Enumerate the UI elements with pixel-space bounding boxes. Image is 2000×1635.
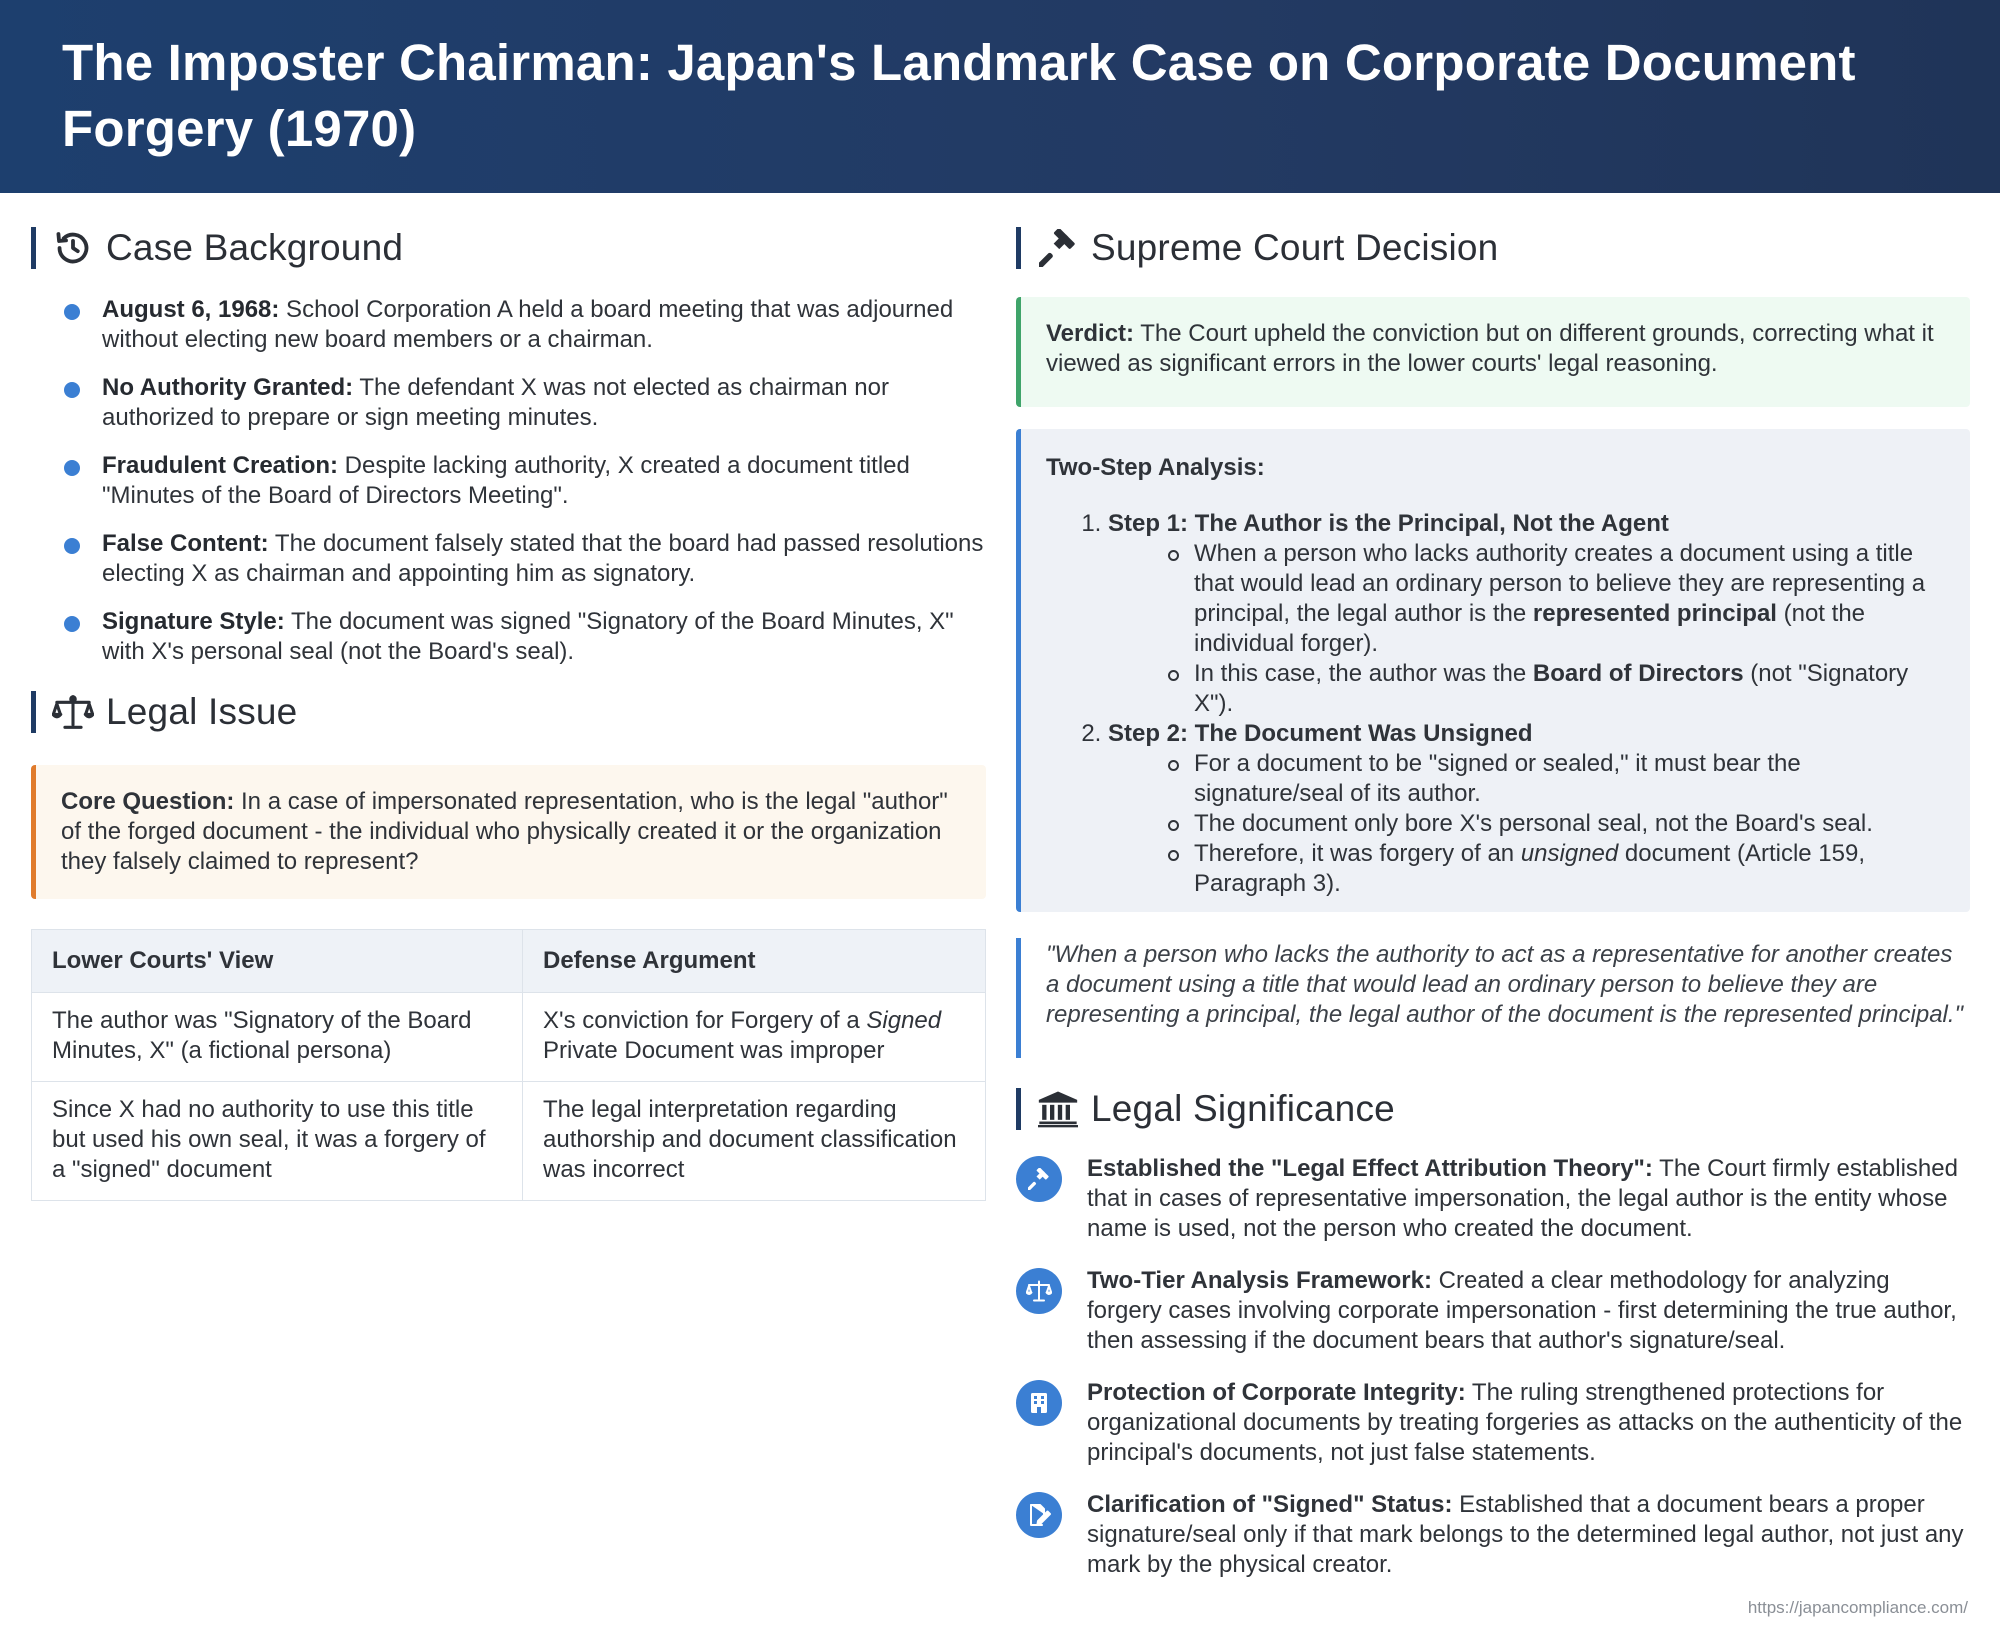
page-title: The Imposter Chairman: Japan's Landmark Case on Corporate Document Forgery (1970) bbox=[62, 34, 1856, 157]
item-text: The ruling strengthened protections for organizational documents by treating forgeries as attacks on the authenticity of the principal's documents, not just false statements. bbox=[1087, 1379, 1963, 1466]
building-icon bbox=[1016, 1380, 1062, 1426]
item-label: August 6, 1968: bbox=[102, 296, 280, 323]
analysis-steps bbox=[1072, 509, 1946, 899]
table-cell: The author was "Signatory of the Board Minutes, X" (a fictional persona) bbox=[32, 993, 523, 1082]
case-background-heading bbox=[31, 227, 986, 269]
decision-heading bbox=[1016, 227, 1970, 269]
point-text: (not the individual forger). bbox=[1194, 600, 1866, 657]
step-2 bbox=[1108, 719, 1946, 899]
list-item bbox=[1016, 1378, 1970, 1468]
two-step-analysis-box bbox=[1016, 429, 1970, 912]
item-text: The document falsely stated that the board had passed resolutions electing X as chairman and appointing him as signatory. bbox=[102, 530, 984, 587]
landmark-icon bbox=[1037, 1088, 1079, 1130]
point-text: Therefore, it was forgery of an bbox=[1194, 840, 1521, 867]
item-label: Established the "Legal Effect Attribution Theory": bbox=[1087, 1155, 1653, 1182]
verdict-box bbox=[1016, 297, 1970, 407]
point-text: In this case, the author was the bbox=[1194, 660, 1533, 687]
column-header-lower-courts: Lower Courts' View bbox=[32, 930, 523, 993]
list-item bbox=[31, 607, 986, 667]
gavel-icon bbox=[1016, 1156, 1062, 1202]
point-text: (not "Signatory X"). bbox=[1194, 660, 1909, 717]
right-column bbox=[1016, 193, 1970, 1602]
balance-scale-icon bbox=[52, 691, 94, 733]
table-row bbox=[32, 1082, 986, 1201]
table-row bbox=[32, 993, 986, 1082]
item-label: Clarification of "Signed" Status: bbox=[1087, 1491, 1453, 1518]
list-item bbox=[31, 529, 986, 589]
item-label: Two-Tier Analysis Framework: bbox=[1087, 1267, 1432, 1294]
list-item bbox=[31, 295, 986, 355]
legal-issue-title: Legal Issue bbox=[106, 691, 298, 732]
point-emphasis: Board of Directors bbox=[1532, 660, 1744, 687]
core-question-box bbox=[31, 765, 986, 899]
item-label: False Content: bbox=[102, 530, 269, 557]
footer-url[interactable]: https://japancompliance.com/ bbox=[1747, 1598, 1968, 1617]
significance-title: Legal Significance bbox=[1091, 1088, 1395, 1129]
item-label: Protection of Corporate Integrity: bbox=[1087, 1379, 1466, 1406]
legal-issue-heading bbox=[31, 691, 986, 733]
signature-icon bbox=[1016, 1492, 1062, 1538]
step-2-points bbox=[1134, 749, 1946, 899]
analysis-lead: Two-Step Analysis: bbox=[1046, 454, 1265, 481]
item-text: The Court firmly established that in cases of representative impersonation, the legal author is the entity whose name is used, not the person who created the document. bbox=[1087, 1155, 1958, 1242]
cell-text: X's conviction for Forgery of a bbox=[543, 1007, 867, 1034]
case-background-title: Case Background bbox=[106, 227, 404, 268]
point-text: document (Article 159, Paragraph 3). bbox=[1194, 840, 1866, 897]
item-label: Signature Style: bbox=[102, 608, 285, 635]
significance-heading bbox=[1016, 1088, 1970, 1130]
item-label: No Authority Granted: bbox=[102, 374, 354, 401]
list-item bbox=[1158, 539, 1946, 659]
item-text: Created a clear methodology for analyzing forgery cases involving corporate impersonation - first determining the true author, then assessing if the document bears that author's signature/seal. bbox=[1087, 1267, 1957, 1354]
table-cell: Since X had no authority to use this title but used his own seal, it was a forgery of a "signed" document bbox=[32, 1082, 523, 1201]
step-1 bbox=[1108, 509, 1946, 719]
left-column bbox=[31, 193, 986, 1201]
list-item bbox=[31, 373, 986, 433]
item-text: Established that a document bears a proper signature/seal only if that mark belongs to the determined legal author, not just any mark by the physical creator. bbox=[1087, 1491, 1964, 1578]
core-question-label: Core Question: bbox=[61, 788, 235, 815]
verdict-text: The Court upheld the conviction but on different grounds, correcting what it viewed as significant errors in the lower courts' legal reasoning. bbox=[1046, 320, 1934, 377]
significance-list bbox=[1016, 1154, 1970, 1580]
list-item bbox=[1158, 659, 1946, 719]
point-emphasis: represented principal bbox=[1532, 600, 1777, 627]
list-item: The document only bore X's personal seal, not the Board's seal. bbox=[1158, 809, 1946, 839]
step-1-points bbox=[1134, 539, 1946, 719]
list-item bbox=[1016, 1266, 1970, 1356]
court-quote: "When a person who lacks the authority to act as a representative for another creates a document using a title that would lead an ordinary person to believe they are representing a principal, the legal author of the document is the represented principal." bbox=[1016, 938, 1970, 1058]
table-cell bbox=[523, 993, 986, 1082]
case-background-list bbox=[31, 295, 986, 667]
balance-scale-icon bbox=[1016, 1268, 1062, 1314]
core-question-text: In a case of impersonated representation, who is the legal "author" of the forged document - the individual who physically created it or the organization they falsely claimed to represent? bbox=[61, 788, 948, 875]
page-header bbox=[0, 0, 2000, 193]
cell-text: Private Document was improper bbox=[543, 1037, 885, 1064]
step-1-title: Step 1: The Author is the Principal, Not the Agent bbox=[1108, 510, 1669, 537]
views-table bbox=[31, 929, 986, 1201]
list-item bbox=[1016, 1490, 1970, 1580]
list-item: For a document to be "signed or sealed," it must bear the signature/seal of its author. bbox=[1158, 749, 1946, 809]
point-text: When a person who lacks authority creates a document using a title that would lead an ordinary person to believe they are representing a principal, the legal author is the bbox=[1194, 540, 1926, 627]
verdict-label: Verdict: bbox=[1046, 320, 1135, 347]
item-text: Despite lacking authority, X created a document titled "Minutes of the Board of Directors Meeting". bbox=[102, 452, 910, 509]
item-text: The defendant X was not elected as chairman nor authorized to prepare or sign meeting minutes. bbox=[102, 374, 889, 431]
cell-emphasis: Signed bbox=[866, 1007, 942, 1034]
item-text: The document was signed "Signatory of the Board Minutes, X" with X's personal seal (not the Board's seal). bbox=[102, 608, 954, 665]
item-label: Fraudulent Creation: bbox=[102, 452, 339, 479]
table-header-row bbox=[32, 930, 986, 993]
list-item bbox=[1158, 839, 1946, 899]
column-header-defense: Defense Argument bbox=[523, 930, 986, 993]
step-2-title: Step 2: The Document Was Unsigned bbox=[1108, 720, 1533, 747]
item-text: School Corporation A held a board meeting that was adjourned without electing new board members or a chairman. bbox=[102, 296, 954, 353]
decision-title: Supreme Court Decision bbox=[1091, 227, 1499, 268]
gavel-icon bbox=[1037, 227, 1079, 269]
list-item bbox=[1016, 1154, 1970, 1244]
history-icon bbox=[52, 227, 94, 269]
point-emphasis: unsigned bbox=[1520, 840, 1619, 867]
list-item bbox=[31, 451, 986, 511]
table-cell: The legal interpretation regarding authorship and document classification was incorrect bbox=[523, 1082, 986, 1201]
